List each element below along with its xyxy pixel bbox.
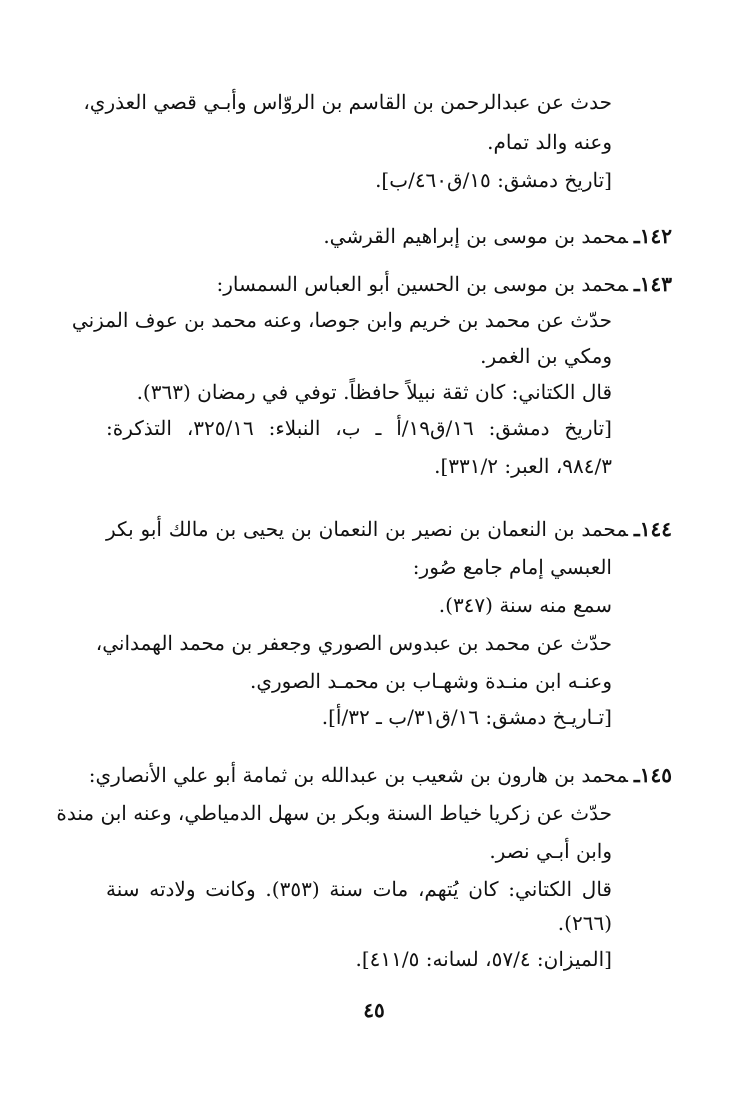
text-line: حدّث عن محمد بن خريم وابن جوصا، وعنه محمد بن عوف المزني: [71, 308, 612, 332]
text-line: [تاريخ دمشق: ١٦/ق١٩/أ ـ ب، النبلاء: ٣٢٥/١٦، التذكرة:: [106, 416, 612, 440]
entry-number: ١٤٣: [639, 272, 672, 296]
text-line: ومكي بن الغمر.: [480, 344, 612, 368]
text-line: [تاريخ دمشق: ١٥/ق٤٦٠/ب].: [375, 168, 612, 192]
text-line: قال الكتاني: كان يُتهم، مات سنة (٣٥٣). وكانت ولادته سنة: [106, 877, 612, 901]
text-line: وعنه والد تمام.: [487, 130, 612, 154]
entry-number: ١٤٢: [639, 224, 672, 248]
entry-dash: ـ: [633, 272, 640, 296]
entry-143-heading: [216, 270, 672, 298]
page-number: ٤٥: [363, 998, 385, 1022]
text-line: [تـاريـخ دمشق: ١٦/ق٣١/ب ـ ٣٢/أ].: [321, 705, 612, 729]
text-line: وعنـه ابن منـدة وشهـاب بن محمـد الصوري.: [249, 669, 612, 693]
text-line: حدّث عن زكريا خياط السنة وبكر بن سهل الدمياطي، وعنه ابن مندة: [56, 801, 612, 825]
entry-name: محمد بن النعمان بن نصير بن النعمان بن يحيى بن مالك أبو بكر: [106, 517, 628, 541]
text-line: وابن أبـي نصر.: [489, 839, 612, 863]
entry-dash: ـ: [633, 763, 640, 787]
entry-dash: ـ: [633, 517, 640, 541]
entry-name: محمد بن هارون بن شعيب بن عبدالله بن ثمامة أبو علي الأنصاري:: [88, 763, 628, 787]
text-line: سمع منه سنة (٣٤٧).: [438, 593, 612, 617]
text-line: ٩٨٤/٣، العبر: ٣٣١/٢].: [434, 454, 612, 478]
entry-number: ١٤٥: [639, 763, 672, 787]
text-line: حدث عن عبدالرحمن بن القاسم بن الروّاس وأبـي قصي العذري،: [83, 90, 612, 114]
entry-number: ١٤٤: [639, 517, 672, 541]
entry-142-heading: [323, 222, 672, 250]
entry-145-heading: [89, 761, 672, 789]
entry-dash: ـ: [633, 224, 640, 248]
text-line: قال الكتاني: كان ثقة نبيلاً حافظاً. توفي في رمضان (٣٦٣).: [136, 380, 612, 404]
entry-name: محمد بن موسى بن الحسين أبو العباس السمسار:: [216, 272, 628, 296]
text-line: العبسي إمام جامع صُور:: [412, 555, 612, 579]
text-line: حدّث عن محمد بن عبدوس الصوري وجعفر بن محمد الهمداني،: [95, 631, 612, 655]
entry-144-heading: [106, 515, 672, 543]
entry-name: محمد بن موسى بن إبراهيم القرشي.: [323, 224, 628, 248]
text-line: [الميزان: ٥٧/٤، لسانه: ٤١١/٥].: [355, 947, 612, 971]
text-line: (٢٦٦).: [557, 911, 612, 935]
